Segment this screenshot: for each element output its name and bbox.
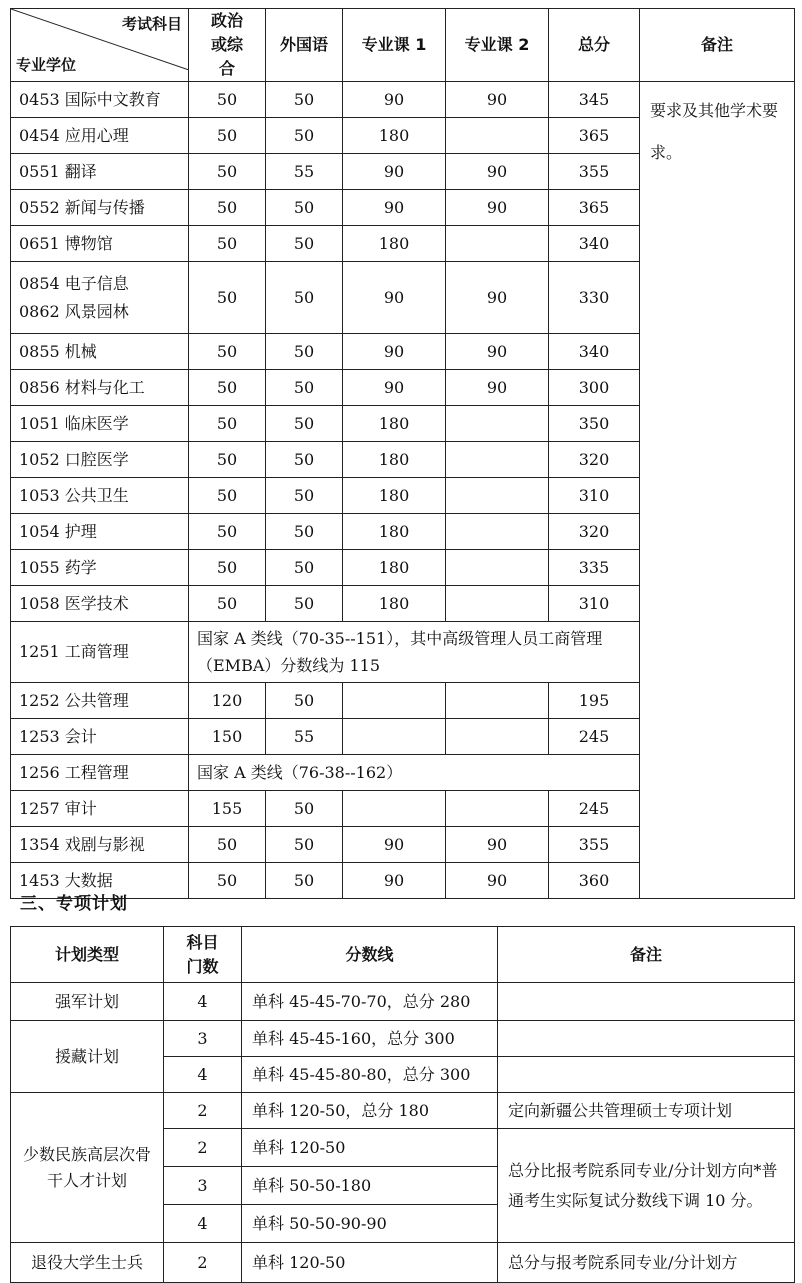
cell-foreign: 50: [266, 514, 343, 550]
cell-politics: 50: [189, 154, 266, 190]
cell-score-line: 单科 50-50-90-90: [242, 1205, 498, 1243]
header-course2: 专业课 2: [446, 9, 549, 82]
cell-course2: [446, 406, 549, 442]
cell-course1: [343, 683, 446, 719]
cell-total: 310: [549, 586, 640, 622]
cell-total: 245: [549, 719, 640, 755]
cell-subject-count: 2: [164, 1129, 242, 1167]
cell-remark: [498, 1057, 795, 1093]
cell-score-line: 单科 120-50: [242, 1243, 498, 1283]
cell-course2: [446, 514, 549, 550]
cell-major: 1257 审计: [11, 791, 189, 827]
cell-foreign: 50: [266, 791, 343, 827]
cell-subject-count: 4: [164, 983, 242, 1021]
cell-major: 1253 会计: [11, 719, 189, 755]
cell-total: 310: [549, 478, 640, 514]
cell-remark: [498, 1021, 795, 1057]
cell-total: 245: [549, 791, 640, 827]
cell-politics: 50: [189, 478, 266, 514]
cell-total: 350: [549, 406, 640, 442]
cell-total: 345: [549, 82, 640, 118]
cell-politics: 50: [189, 82, 266, 118]
cell-total: 355: [549, 827, 640, 863]
cell-politics: 50: [189, 118, 266, 154]
cell-major-line2: 0862 风景园林: [19, 301, 129, 321]
cell-major: 0453 国际中文教育: [11, 82, 189, 118]
cell-span-note: 国家 A 类线（70-35--151），其中高级管理人员工商管理（EMBA）分数线为 115: [189, 622, 640, 683]
cell-major: 1453 大数据: [11, 863, 189, 899]
cell-major: 0856 材料与化工: [11, 370, 189, 406]
table-row: [11, 1243, 795, 1283]
cell-major: 1055 药学: [11, 550, 189, 586]
cell-course1: 90: [343, 262, 446, 334]
header-major-label: 专业学位: [16, 56, 77, 74]
cell-politics: 50: [189, 514, 266, 550]
cell-major: 0551 翻译: [11, 154, 189, 190]
cell-course2: 90: [446, 370, 549, 406]
cell-course1: 180: [343, 442, 446, 478]
cell-course1: 180: [343, 406, 446, 442]
cell-total: 330: [549, 262, 640, 334]
cell-course2: [446, 442, 549, 478]
cell-course1: 90: [343, 190, 446, 226]
cell-foreign: 55: [266, 154, 343, 190]
cell-course2: 90: [446, 863, 549, 899]
cell-major: 0454 应用心理: [11, 118, 189, 154]
cell-foreign: 50: [266, 370, 343, 406]
cell-major: 1251 工商管理: [11, 622, 189, 683]
cell-major: 1053 公共卫生: [11, 478, 189, 514]
table-header-row: [11, 9, 795, 82]
remark-cell: 要求及其他学术要求。: [640, 82, 795, 899]
cell-course1: 90: [343, 827, 446, 863]
cell-major: 1256 工程管理: [11, 755, 189, 791]
cell-politics: 50: [189, 190, 266, 226]
cell-subject-count: 3: [164, 1021, 242, 1057]
cell-score-line: 单科 45-45-160，总分 300: [242, 1021, 498, 1057]
cell-major: 1052 口腔医学: [11, 442, 189, 478]
score-table-professional-degree: [10, 8, 795, 899]
header-remark: 备注: [640, 9, 795, 82]
cell-course2: 90: [446, 190, 549, 226]
cell-major: 0855 机械: [11, 334, 189, 370]
cell-politics: 50: [189, 442, 266, 478]
cell-course1: 180: [343, 586, 446, 622]
cell-major: [11, 262, 189, 334]
cell-remark: 定向新疆公共管理硕士专项计划: [498, 1093, 795, 1129]
cell-course2: [446, 791, 549, 827]
cell-total: 195: [549, 683, 640, 719]
cell-score-line: 单科 120-50: [242, 1129, 498, 1167]
cell-plan-type: 少数民族高层次骨干人才计划: [11, 1093, 164, 1243]
cell-remark: 总分与报考院系同专业/分计划方: [498, 1243, 795, 1283]
cell-score-line: 单科 50-50-180: [242, 1167, 498, 1205]
cell-total: 365: [549, 118, 640, 154]
cell-major: 0651 博物馆: [11, 226, 189, 262]
cell-course1: 90: [343, 154, 446, 190]
cell-politics: 50: [189, 226, 266, 262]
cell-course2: 90: [446, 154, 549, 190]
cell-politics: 50: [189, 370, 266, 406]
cell-total: 320: [549, 514, 640, 550]
header-course1: 专业课 1: [343, 9, 446, 82]
cell-foreign: 50: [266, 226, 343, 262]
cell-foreign: 50: [266, 406, 343, 442]
cell-course2: [446, 683, 549, 719]
cell-course1: [343, 719, 446, 755]
table-row: [11, 82, 795, 118]
cell-foreign: 55: [266, 719, 343, 755]
cell-course2: [446, 550, 549, 586]
special-plan-table: [10, 926, 795, 1283]
table-row: [11, 1093, 795, 1129]
table-row: [11, 1021, 795, 1057]
cell-major: 1051 临床医学: [11, 406, 189, 442]
cell-total: 340: [549, 226, 640, 262]
cell-politics: 150: [189, 719, 266, 755]
cell-course2: 90: [446, 82, 549, 118]
cell-major: 1252 公共管理: [11, 683, 189, 719]
cell-total: 335: [549, 550, 640, 586]
cell-foreign: 50: [266, 586, 343, 622]
cell-politics: 50: [189, 827, 266, 863]
cell-course1: 180: [343, 550, 446, 586]
cell-course1: 90: [343, 863, 446, 899]
header-politics: 政治或综合: [189, 9, 266, 82]
cell-foreign: 50: [266, 82, 343, 118]
header-remark: 备注: [498, 927, 795, 983]
header-score-line: 分数线: [242, 927, 498, 983]
cell-remark: [498, 983, 795, 1021]
cell-foreign: 50: [266, 827, 343, 863]
cell-total: 360: [549, 863, 640, 899]
cell-major: 0552 新闻与传播: [11, 190, 189, 226]
cell-foreign: 50: [266, 550, 343, 586]
cell-course2: 90: [446, 334, 549, 370]
cell-politics: 50: [189, 334, 266, 370]
cell-subject-count: 3: [164, 1167, 242, 1205]
cell-foreign: 50: [266, 683, 343, 719]
section-title: 三、专项计划: [20, 894, 128, 914]
cell-course2: [446, 118, 549, 154]
cell-foreign: 50: [266, 442, 343, 478]
cell-major-line1: 0854 电子信息: [19, 273, 129, 293]
cell-politics: 155: [189, 791, 266, 827]
cell-total: 320: [549, 442, 640, 478]
cell-total: 355: [549, 154, 640, 190]
cell-course1: 180: [343, 226, 446, 262]
cell-course2: [446, 719, 549, 755]
cell-major: 1054 护理: [11, 514, 189, 550]
cell-plan-type: 援藏计划: [11, 1021, 164, 1093]
cell-foreign: 50: [266, 262, 343, 334]
cell-course1: 180: [343, 478, 446, 514]
cell-foreign: 50: [266, 478, 343, 514]
cell-subject-count: 2: [164, 1093, 242, 1129]
cell-foreign: 50: [266, 863, 343, 899]
cell-total: 340: [549, 334, 640, 370]
cell-politics: 50: [189, 262, 266, 334]
cell-course2: [446, 586, 549, 622]
cell-course1: 180: [343, 514, 446, 550]
cell-plan-type: 退役大学生士兵: [11, 1243, 164, 1283]
cell-foreign: 50: [266, 190, 343, 226]
cell-course2: 90: [446, 827, 549, 863]
cell-score-line: 单科 45-45-80-80，总分 300: [242, 1057, 498, 1093]
cell-course1: 90: [343, 82, 446, 118]
cell-course2: [446, 478, 549, 514]
cell-politics: 50: [189, 586, 266, 622]
cell-politics: 120: [189, 683, 266, 719]
cell-course1: [343, 791, 446, 827]
cell-foreign: 50: [266, 334, 343, 370]
cell-politics: 50: [189, 863, 266, 899]
cell-subject-count: 4: [164, 1057, 242, 1093]
table-row: [11, 983, 795, 1021]
cell-subject-count: 2: [164, 1243, 242, 1283]
table-header-row: [11, 927, 795, 983]
header-foreign-language: 外国语: [266, 9, 343, 82]
cell-politics: 50: [189, 550, 266, 586]
cell-score-line: 单科 45-45-70-70，总分 280: [242, 983, 498, 1021]
header-corner-cell: [11, 9, 189, 82]
cell-score-line: 单科 120-50，总分 180: [242, 1093, 498, 1129]
cell-course2: [446, 226, 549, 262]
header-subject-label: 考试科目: [121, 15, 182, 33]
header-plan-type: 计划类型: [11, 927, 164, 983]
cell-course2: 90: [446, 262, 549, 334]
cell-course1: 180: [343, 118, 446, 154]
cell-subject-count: 4: [164, 1205, 242, 1243]
cell-span-note: 国家 A 类线（76-38--162）: [189, 755, 640, 791]
header-subject-count: 科目门数: [164, 927, 242, 983]
cell-total: 365: [549, 190, 640, 226]
cell-major: 1354 戏剧与影视: [11, 827, 189, 863]
cell-course1: 90: [343, 370, 446, 406]
cell-politics: 50: [189, 406, 266, 442]
header-total: 总分: [549, 9, 640, 82]
cell-major: 1058 医学技术: [11, 586, 189, 622]
cell-remark: 总分比报考院系同专业/分计划方向*普通考生实际复试分数线下调 10 分。: [498, 1129, 795, 1243]
cell-total: 300: [549, 370, 640, 406]
cell-course1: 90: [343, 334, 446, 370]
cell-foreign: 50: [266, 118, 343, 154]
cell-plan-type: 强军计划: [11, 983, 164, 1021]
